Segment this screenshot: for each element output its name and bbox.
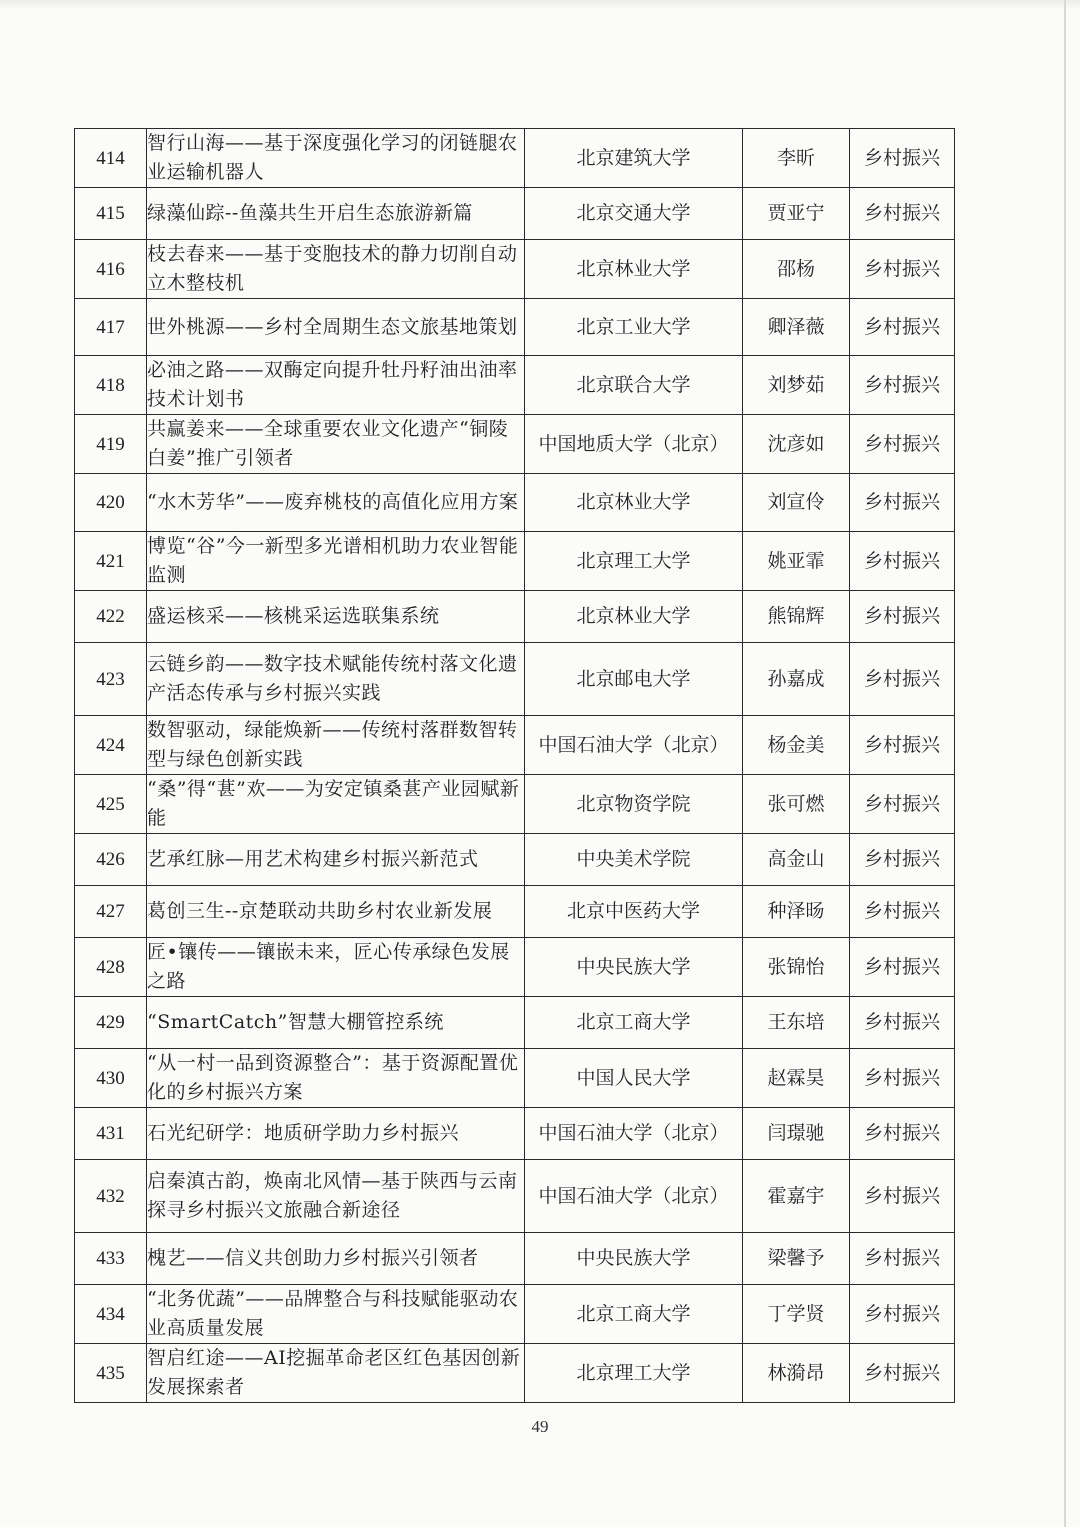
row-number: 430 [75,1049,147,1108]
track-name: 乡村振兴 [850,1233,955,1285]
leader-name: 熊锦辉 [743,591,850,643]
table-row [75,1108,955,1160]
project-title: 世外桃源——乡村全周期生态文旅基地策划 [147,299,525,356]
row-number: 428 [75,938,147,997]
table-row [75,938,955,997]
school-name: 北京林业大学 [525,240,743,299]
leader-name: 林漪昂 [743,1344,850,1403]
leader-name: 张锦怡 [743,938,850,997]
track-name: 乡村振兴 [850,1049,955,1108]
track-name: 乡村振兴 [850,356,955,415]
track-name: 乡村振兴 [850,129,955,188]
track-name: 乡村振兴 [850,938,955,997]
leader-name: 丁学贤 [743,1285,850,1344]
school-name: 北京理工大学 [525,1344,743,1403]
project-title: 云链乡韵——数字技术赋能传统村落文化遗产活态传承与乡村振兴实践 [147,643,525,716]
leader-name: 邵杨 [743,240,850,299]
row-number: 423 [75,643,147,716]
school-name: 中央民族大学 [525,938,743,997]
track-name: 乡村振兴 [850,643,955,716]
row-number: 424 [75,716,147,775]
project-title: 博览“谷”今一新型多光谱相机助力农业智能监测 [147,532,525,591]
table-row [75,188,955,240]
school-name: 北京理工大学 [525,532,743,591]
school-name: 北京工商大学 [525,1285,743,1344]
leader-name: 王东培 [743,997,850,1049]
table-row [75,299,955,356]
row-number: 414 [75,129,147,188]
leader-name: 刘梦茹 [743,356,850,415]
row-number: 415 [75,188,147,240]
track-name: 乡村振兴 [850,1160,955,1233]
row-number: 434 [75,1285,147,1344]
table-row [75,532,955,591]
table-row [75,415,955,474]
row-number: 421 [75,532,147,591]
track-name: 乡村振兴 [850,1108,955,1160]
table-row [75,775,955,834]
table-row [75,1233,955,1285]
table-row [75,1344,955,1403]
table-row [75,716,955,775]
project-title: 匠•镶传——镶嵌未来，匠心传承绿色发展之路 [147,938,525,997]
project-title: 葛创三生--京楚联动共助乡村农业新发展 [147,886,525,938]
row-number: 427 [75,886,147,938]
table-row [75,1049,955,1108]
project-table [74,128,955,1403]
track-name: 乡村振兴 [850,834,955,886]
track-name: 乡村振兴 [850,240,955,299]
project-title: 必油之路——双酶定向提升牡丹籽油出油率技术计划书 [147,356,525,415]
track-name: 乡村振兴 [850,775,955,834]
leader-name: 种泽旸 [743,886,850,938]
project-title: “从一村一品到资源整合”：基于资源配置优化的乡村振兴方案 [147,1049,525,1108]
school-name: 北京建筑大学 [525,129,743,188]
project-title: 枝去春来——基于变胞技术的静力切削自动立木整枝机 [147,240,525,299]
project-title: 数智驱动，绿能焕新——传统村落群数智转型与绿色创新实践 [147,716,525,775]
project-title: 共赢姜来——全球重要农业文化遗产“铜陵白姜”推广引领者 [147,415,525,474]
row-number: 418 [75,356,147,415]
track-name: 乡村振兴 [850,474,955,532]
track-name: 乡村振兴 [850,591,955,643]
track-name: 乡村振兴 [850,997,955,1049]
project-title: “水木芳华”——废弃桃枝的高值化应用方案 [147,474,525,532]
row-number: 426 [75,834,147,886]
project-title: 启秦滇古韵，焕南北风情—基于陕西与云南探寻乡村振兴文旅融合新途径 [147,1160,525,1233]
school-name: 中国人民大学 [525,1049,743,1108]
row-number: 432 [75,1160,147,1233]
row-number: 417 [75,299,147,356]
school-name: 北京林业大学 [525,474,743,532]
scan-edge-line [1064,0,1066,1527]
leader-name: 杨金美 [743,716,850,775]
track-name: 乡村振兴 [850,299,955,356]
row-number: 420 [75,474,147,532]
page-number: 49 [531,1417,549,1436]
table-row [75,474,955,532]
project-title: “北务优蔬”——品牌整合与科技赋能驱动农业高质量发展 [147,1285,525,1344]
project-title: 槐艺——信义共创助力乡村振兴引领者 [147,1233,525,1285]
school-name: 中国石油大学（北京） [525,1160,743,1233]
scan-top-shadow [0,0,1080,10]
table-row [75,834,955,886]
school-name: 北京交通大学 [525,188,743,240]
leader-name: 卿泽薇 [743,299,850,356]
school-name: 北京物资学院 [525,775,743,834]
track-name: 乡村振兴 [850,532,955,591]
school-name: 北京工商大学 [525,997,743,1049]
table-row [75,129,955,188]
track-name: 乡村振兴 [850,188,955,240]
row-number: 429 [75,997,147,1049]
leader-name: 高金山 [743,834,850,886]
row-number: 431 [75,1108,147,1160]
project-title: 艺承红脉—用艺术构建乡村振兴新范式 [147,834,525,886]
leader-name: 赵霖昊 [743,1049,850,1108]
leader-name: 梁馨予 [743,1233,850,1285]
leader-name: 孙嘉成 [743,643,850,716]
leader-name: 霍嘉宇 [743,1160,850,1233]
school-name: 中央民族大学 [525,1233,743,1285]
track-name: 乡村振兴 [850,886,955,938]
table-row [75,643,955,716]
leader-name: 刘宣伶 [743,474,850,532]
project-title: “SmartCatch”智慧大棚管控系统 [147,997,525,1049]
school-name: 中国石油大学（北京） [525,716,743,775]
row-number: 416 [75,240,147,299]
track-name: 乡村振兴 [850,716,955,775]
table-row [75,240,955,299]
leader-name: 李昕 [743,129,850,188]
table-row [75,591,955,643]
project-title: “桑”得“葚”欢——为安定镇桑葚产业园赋新能 [147,775,525,834]
table-row [75,886,955,938]
school-name: 中央美术学院 [525,834,743,886]
school-name: 北京中医药大学 [525,886,743,938]
project-title: 智行山海——基于深度强化学习的闭链腿农业运输机器人 [147,129,525,188]
school-name: 中国石油大学（北京） [525,1108,743,1160]
track-name: 乡村振兴 [850,415,955,474]
project-table-body [75,129,955,1403]
project-title: 石光纪研学：地质研学助力乡村振兴 [147,1108,525,1160]
school-name: 中国地质大学（北京） [525,415,743,474]
row-number: 433 [75,1233,147,1285]
table-row [75,997,955,1049]
school-name: 北京邮电大学 [525,643,743,716]
track-name: 乡村振兴 [850,1285,955,1344]
school-name: 北京联合大学 [525,356,743,415]
project-title: 智启红途——AI挖掘革命老区红色基因创新发展探索者 [147,1344,525,1403]
school-name: 北京林业大学 [525,591,743,643]
school-name: 北京工业大学 [525,299,743,356]
row-number: 425 [75,775,147,834]
table-row [75,356,955,415]
row-number: 422 [75,591,147,643]
project-title: 盛运核采——核桃采运选联集系统 [147,591,525,643]
leader-name: 闫璟驰 [743,1108,850,1160]
row-number: 435 [75,1344,147,1403]
table-row [75,1285,955,1344]
project-title: 绿藻仙踪--鱼藻共生开启生态旅游新篇 [147,188,525,240]
leader-name: 贾亚宁 [743,188,850,240]
leader-name: 沈彦如 [743,415,850,474]
leader-name: 张可燃 [743,775,850,834]
track-name: 乡村振兴 [850,1344,955,1403]
leader-name: 姚亚霏 [743,532,850,591]
table-row [75,1160,955,1233]
row-number: 419 [75,415,147,474]
